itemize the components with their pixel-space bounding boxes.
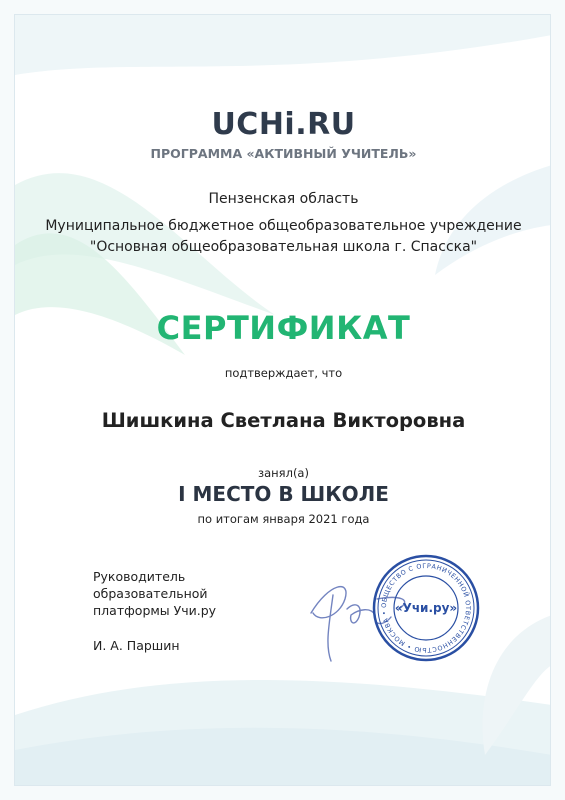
took-text: занял(а) bbox=[258, 466, 309, 480]
award-place: I МЕСТО В ШКОЛЕ bbox=[178, 482, 389, 506]
region: Пензенская область bbox=[208, 191, 359, 207]
signatory-name: И. А. Паршин bbox=[93, 638, 180, 653]
award-period: по итогам января 2021 года bbox=[197, 512, 370, 526]
school-name-line1: Муниципальное бюджетное общеобразовательное учреждение bbox=[45, 218, 522, 234]
certificate-title: СЕРТИФИКАТ bbox=[156, 309, 411, 347]
signatory-title-line3: платформы Учи.ру bbox=[93, 603, 217, 618]
uchi-logo: UCHi.RU bbox=[211, 107, 356, 142]
confirms-text: подтверждает, что bbox=[224, 366, 343, 380]
signatory-title-line2: образовательной bbox=[93, 586, 208, 601]
signatory-title-line1: Руководитель bbox=[93, 569, 186, 584]
seal-center-text: «Учи.ру» bbox=[394, 601, 458, 615]
official-seal bbox=[371, 553, 481, 663]
program-name: ПРОГРАММА «АКТИВНЫЙ УЧИТЕЛЬ» bbox=[150, 146, 417, 161]
school-name-line2: "Основная общеобразовательная школа г. Спасска" bbox=[89, 239, 478, 255]
recipient-name: Шишкина Светлана Викторовна bbox=[101, 409, 466, 432]
seal-ring-text: ОБЩЕСТВО С ОГРАНИЧЕННОЙ ОТВЕТСТВЕННОСТЬЮ • МОСКВА • bbox=[379, 561, 473, 655]
certificate-frame bbox=[14, 14, 551, 786]
